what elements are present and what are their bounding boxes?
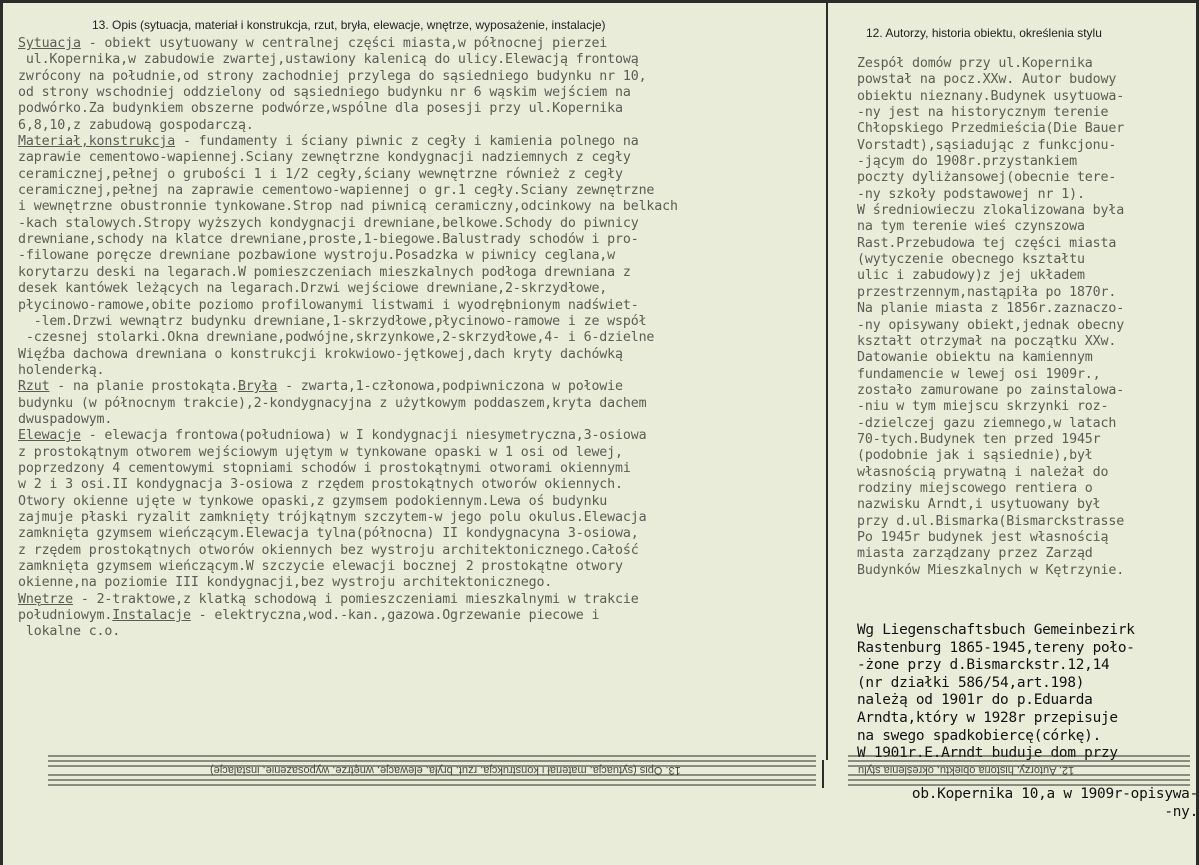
history-line: przy d.ul.Bismarka(Bismarckstrasse — [857, 513, 1125, 529]
register-line: na swego spadkobiercę(córkę). — [857, 727, 1102, 744]
history-line: miasta zarządzany przez Zarząd — [857, 546, 1093, 562]
mirrored-section-13-header: 13. Opis (sytuacja, materiał i konstrukcja, rzut, bryła, elewacje, wnętrze, wyposażenie, instalacje) — [210, 764, 681, 776]
description-line: Elewacje - elewacja frontowa(południowa) w I kondygnacji niesymetryczna,3-osiowa — [18, 428, 647, 444]
description-line: Otwory okienne ujęte w tynkowe opaski,z gzymsem podokiennym.Lewa oś budynku — [18, 493, 608, 509]
description-line: poprzedzony 4 cementowymi stopniami schodów i prostokątnymi otworami okiennymi — [18, 460, 631, 476]
description-line: Materiał,konstrukcja - fundamenty i ściany piwnic z cegły i kamienia polnego na — [18, 134, 639, 150]
history-line: -niu w tym miejscu skrzynki roz- — [857, 399, 1109, 415]
history-line: Po 1945r budynek jest własnością — [857, 529, 1109, 545]
description-line: budynku (w północnym trakcie),2-kondygnacyjna z użytkowym poddaszem,kryta dachem — [18, 395, 647, 411]
history-line: W średniowieczu zlokalizowana była — [857, 203, 1125, 219]
description-line: Sytuacja - obiekt usytuowany w centralnej części miasta,w północnej pierzei — [18, 36, 608, 51]
section-13-header: 13. Opis (sytuacja, materiał i konstrukcja, rzut, bryła, elewacje, wnętrze, wyposażenie, instalacje) — [92, 18, 606, 32]
history-line: Budynków Mieszkalnych w Kętrzynie. — [857, 562, 1125, 578]
register-line: W 1901r.E.Arndt buduje dom przy — [857, 745, 1118, 762]
description-line: w 2 i 3 osi.II kondygnacja 3-osiowa z rzędem prostokątnych otworów okiennych. — [18, 477, 623, 493]
history-line: -ny szkoły podstawowej nr 1). — [857, 186, 1085, 202]
description-line: ceramicznej,pełnej na zaprawie cementowo-wapiennej o gr.1 cegły.Sciany zewnętrzne — [18, 183, 655, 199]
description-line: z rzędem prostokątnych otworów okiennych bez wystroju architektonicznego.Całość — [18, 542, 639, 558]
register-line: Arndta,który w 1928r przepisuje — [857, 709, 1118, 726]
description-line: Wnętrze - 2-traktowe,z klatką schodową i pomieszczeniami mieszkalnymi w trakcie — [18, 591, 639, 607]
history-line: Chłopskiego Przedmieścia(Die Bauer — [857, 121, 1125, 137]
description-line: zwrócony na południe,od strony zachodniej przylega do sąsiedniego budynku nr 10, — [18, 68, 647, 84]
history-line: poczty dyliżansowej(obecnie tere- — [857, 170, 1117, 186]
description-line: okienne,na poziomie III kondygnacji,bez wystroju architektonicznego. — [18, 575, 553, 591]
history-line: przestrzennym,nastąpiła po 1870r. — [857, 284, 1117, 300]
description-line: -kach stalowych.Stropy wyższych kondygnacji drewniane,belkowe.Schody do piwnicy — [18, 215, 639, 231]
continuation-line: -ny. — [1164, 803, 1198, 820]
description-line: zamknięta gzymsem wieńczącym.W szczycie elewacji bocznej 2 prostokątne otwory — [18, 559, 623, 574]
description-line: -filowane poręcze drewniane pozbawione wystroju.Posadzka w piwnicy ceglana,w — [18, 248, 616, 264]
description-line: podwórko.Za budynkiem obszerne podwórze,wspólne dla posesji przy ul.Kopernika — [18, 101, 623, 117]
description-line: od strony wschodniej oddzielony od sąsiedniego budynku nr 6 wąskim wejściem na — [18, 85, 631, 101]
description-line: południowym.Instalacje - elektryczna,wod.-kan.,gazowa.Ogrzewanie piecowe i — [18, 608, 600, 624]
history-line: 70-tych.Budynek ten przed 1945r — [857, 431, 1101, 447]
top-border — [0, 0, 1199, 3]
history-line: własnością prywatną i należał do — [857, 464, 1109, 480]
history-line: -dzielczej gazu ziemnego,w latach — [857, 415, 1117, 431]
description-line: ceramicznej,pełnej o grubości 1 i 1/2 cegły,ściany wewnętrzne również z cegły — [18, 166, 623, 182]
description-line: ul.Kopernika,w zabudowie zwartej,ustawiony kalenicą do ulicy.Elewacją frontową — [18, 52, 639, 68]
history-line: Na planie miasta z 1856r.zaznaczo- — [857, 301, 1125, 317]
history-line: Rast.Przebudowa tej części miasta — [857, 235, 1117, 251]
description-line: zajmuje płaski ryzalit zamknięty trójkątnym szczytem-w jego polu okulus.Elewacja — [18, 509, 647, 525]
history-text — [857, 56, 1199, 579]
section-12-header: 12. Autorzy, historia obiektu, określenia stylu — [866, 26, 1102, 40]
history-line: -ny jest na historycznym terenie — [857, 105, 1109, 121]
description-line: i wewnętrzne obustronnie tynkowane.Strop nad piwnicą ceramiczny,odcinkowy na belkach — [18, 199, 678, 215]
history-line: ulic i zabudowy)z jej układem — [857, 268, 1085, 284]
description-line: holenderką. — [18, 362, 105, 378]
land-register-note — [857, 622, 1199, 763]
description-line: -lem.Drzwi wewnątrz budynku drewniane,1-skrzydłowe,płycinowo-ramowe i ze współ — [18, 313, 647, 329]
register-line: -żone przy d.Bismarckstr.12,14 — [857, 657, 1110, 674]
description-line: 6,8,10,z zabudową gospodarczą. — [18, 117, 254, 133]
history-line: obiektu nieznany.Budynek usytuowa- — [857, 88, 1125, 104]
register-line: należą od 1901r do p.Eduarda — [857, 692, 1093, 709]
continuation-line: ob.Kopernika 10,a w 1909r-opisywa- — [911, 786, 1198, 802]
description-line: Więźba dachowa drewniana o konstrukcji krokwiowo-jętkowej,dach kryty dachówką — [18, 346, 623, 362]
history-line: (podobnie jak i sąsiednie),był — [857, 448, 1093, 464]
description-line: drewniane,schody na klatce drewniane,proste,1-biegowe.Balustrady schodów i pro- — [18, 232, 639, 248]
history-line: na tym terenie wieś czynszowa — [857, 219, 1085, 235]
mirrored-section-12-header: 12. Autorzy, historia obiektu, określenia stylu — [858, 764, 1075, 776]
register-line: Wg Liegenschaftsbuch Gemeinbezirk — [857, 622, 1135, 638]
description-line: desek kantówek leżących na legarach.Drzwi wejściowe drewniane,2-skrzydłowe, — [18, 281, 608, 297]
history-line: Vorstadt),sąsiadując z funkcjonu- — [857, 137, 1117, 153]
description-line: zaprawie cementowo-wapiennej.Sciany zewnętrzne kondygnacji nadziemnych z cegły — [18, 150, 631, 166]
history-line: -jącym do 1908r.przystankiem — [857, 154, 1077, 170]
description-line: lokalne c.o. — [18, 624, 121, 640]
history-line: powstał na pocz.XXw. Autor budowy — [857, 72, 1117, 88]
register-line: Rastenburg 1865-1945,tereny poło- — [857, 639, 1135, 656]
description-line: korytarzu deski na legarach.W pomieszczeniach mieszkalnych podłoga drewniana z — [18, 264, 631, 280]
history-line: (wytyczenie obecnego kształtu — [857, 252, 1085, 268]
description-line: Rzut - na planie prostokąta.Bryła - zwarta,1-członowa,podpiwniczona w połowie — [18, 379, 623, 395]
description-line: płycinowo-ramowe,obite poziomo profilowanymi listwami i wyodrębnionym nadświet- — [18, 297, 639, 313]
description-line: -czesnej stolarki.Okna drewniane,podwójne,skrzynkowe,2-skrzydłowe,4- i 6-dzielne — [18, 330, 655, 346]
history-line: zostało zamurowane po zainstalowa- — [857, 382, 1125, 398]
left-border — [0, 0, 3, 865]
column-divider — [826, 0, 828, 760]
history-line: fundamencie w lewej osi 1909r., — [857, 366, 1101, 382]
history-line: -ny opisywany obiekt,jednak obecny — [857, 317, 1125, 333]
history-line: Datowanie obiektu na kamiennym — [857, 350, 1093, 366]
register-line: (nr działki 586/54,art.198) — [857, 674, 1085, 691]
description-line: zamknięta gzymsem wieńczącym.Elewacja tylna(północna) II kondygnacyna 3-osiowa, — [18, 526, 639, 542]
history-line: rodziny miejscowego rentiera o — [857, 480, 1093, 496]
continuation-note — [848, 786, 1198, 821]
description-line: z prostokątnym otworem wejściowym ujętym w tynkowane opaski w 1 osi od lewej, — [18, 444, 623, 460]
history-line: Zespół domów przy ul.Kopernika — [857, 56, 1093, 71]
history-line: kształt otrzymał na początku XXw. — [857, 333, 1117, 349]
description-text — [18, 36, 826, 641]
history-line: nazwisku Arndt,i usytuowany był — [857, 497, 1101, 513]
description-line: dwuspadowym. — [18, 411, 113, 427]
